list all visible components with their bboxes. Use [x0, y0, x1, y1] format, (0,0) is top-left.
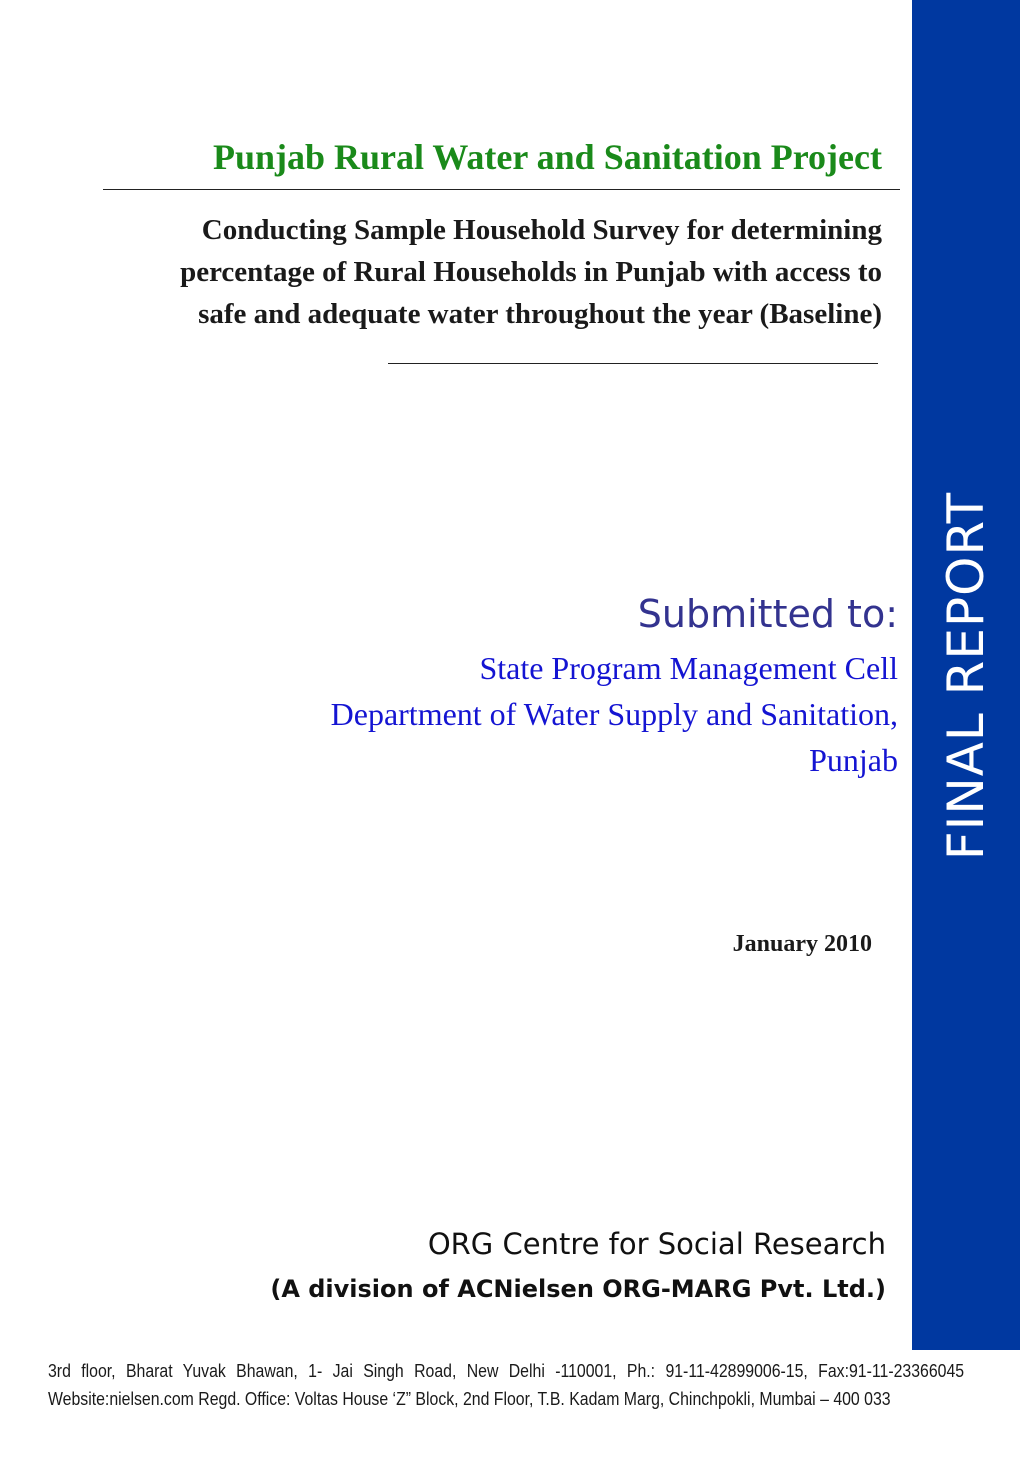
- footer-address: 3rd floor, Bharat Yuvak Bhawan, 1- Jai Singh Road, New Delhi -110001, Ph.: 91-11-42899006-15, Fax:91-11-23366045 Website:nielsen.com Regd. Office: Voltas House ‘Z” Block, 2nd Floor, T.B. Kadam Marg, Chinchpokli, Mumbai – 400 033: [48, 1361, 965, 1409]
- recipient-line: Department of Water Supply and Sanitation,: [330, 696, 898, 732]
- report-subtitle-line: percentage of Rural Households in Punjab with access to: [180, 256, 882, 288]
- organization-name: ORG Centre for Social Research: [427, 1227, 886, 1261]
- recipient-line: Punjab: [809, 742, 898, 778]
- recipient-block: [331, 645, 898, 783]
- title-divider: [103, 189, 900, 190]
- submitted-to-heading: Submitted to:: [637, 592, 898, 636]
- organization-division: (A division of ACNielsen ORG-MARG Pvt. Ltd.): [270, 1275, 886, 1303]
- recipient-line: State Program Management Cell: [479, 650, 898, 686]
- report-subtitle: [22, 209, 882, 335]
- report-subtitle-line: safe and adequate water throughout the year (Baseline): [198, 298, 882, 330]
- report-subtitle-line: Conducting Sample Household Survey for determining: [201, 214, 882, 246]
- subtitle-divider: [388, 363, 878, 364]
- project-title: Punjab Rural Water and Sanitation Project: [212, 137, 882, 177]
- final-report-label: FINAL REPORT: [937, 491, 995, 861]
- report-date: January 2010: [732, 931, 872, 957]
